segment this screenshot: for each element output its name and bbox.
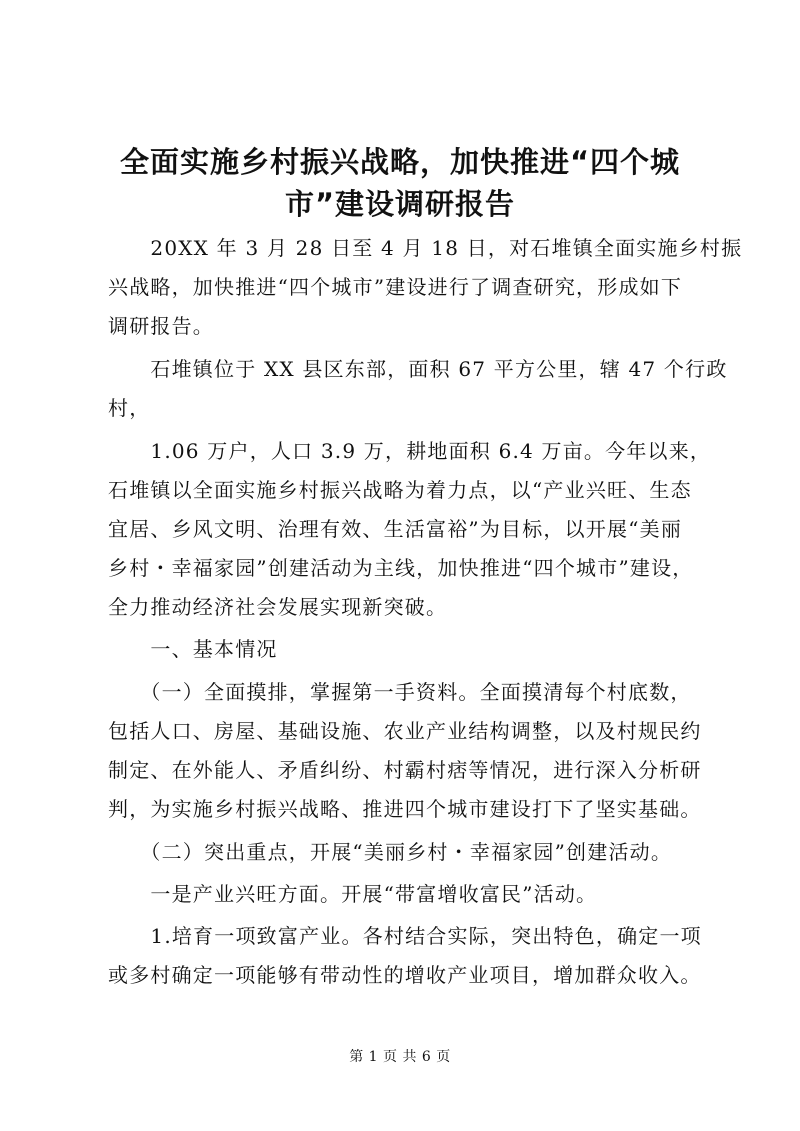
body-line: 一是产业兴旺方面。开展“带富增收富民”活动。 xyxy=(108,882,598,906)
body-line: 村， xyxy=(108,396,151,420)
body-line: 石堆镇位于 XX 县区东部，面积 67 平方公里，辖 47 个行政 xyxy=(108,357,728,381)
body-line: 乡村・幸福家园”创建活动为主线，加快推进“四个城市”建设， xyxy=(108,556,694,580)
subsection-heading: （二）突出重点，开展“美丽乡村・幸福家园”创建活动。 xyxy=(108,840,673,864)
document-title-line-2: 市”建设调研报告 xyxy=(284,187,516,221)
body-line: 包括人口、房屋、基础设施、农业产业结构调整，以及村规民约 xyxy=(108,719,702,743)
body-line: 判，为实施乡村振兴战略、推进四个城市建设打下了坚实基础。 xyxy=(108,797,702,821)
page-number-footer: 第 1 页 共 6 页 xyxy=(349,1049,451,1065)
body-line: 石堆镇以全面实施乡村振兴战略为着力点，以“产业兴旺、生态 xyxy=(108,478,692,502)
body-line: 制定、在外能人、矛盾纠纷、村霸村痞等情况，进行深入分析研 xyxy=(108,758,702,782)
body-line: 1.培育一项致富产业。各村结合实际，突出特色，确定一项 xyxy=(108,924,702,948)
body-line: 全力推动经济社会发展实现新突破。 xyxy=(108,595,448,619)
body-line: 1.06 万户，人口 3.9 万，耕地面积 6.4 万亩。今年以来， xyxy=(108,439,712,463)
document-title-line-1: 全面实施乡村振兴战略，加快推进“四个城 xyxy=(119,145,681,179)
body-line: （一）全面摸排，掌握第一手资料。全面摸清每个村底数， xyxy=(108,680,692,704)
body-line: 20XX 年 3 月 28 日至 4 月 18 日，对石堆镇全面实施乡村振 xyxy=(108,236,743,260)
body-line: 宜居、乡风文明、治理有效、生活富裕”为目标，以开展“美丽 xyxy=(108,517,683,541)
body-line: 或多村确定一项能够有带动性的增收产业项目，增加群众收入。 xyxy=(108,963,702,987)
body-line: 调研报告。 xyxy=(108,314,214,338)
body-line: 兴战略，加快推进“四个城市”建设进行了调查研究，形成如下 xyxy=(108,275,683,299)
section-heading: 一、基本情况 xyxy=(108,637,278,661)
